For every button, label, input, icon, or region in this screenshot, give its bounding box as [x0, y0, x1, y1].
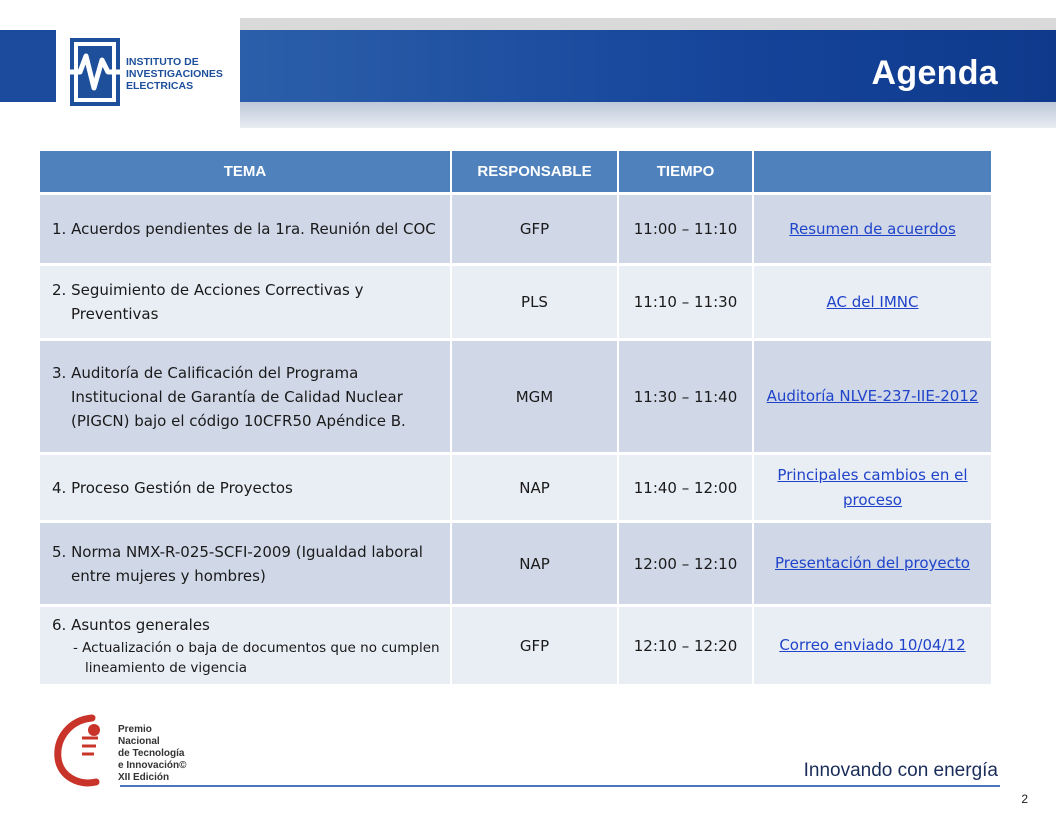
table-header-row: [40, 151, 993, 195]
tema-cell: [40, 455, 452, 523]
responsable-cell: PLS: [452, 266, 619, 341]
column-header-material: [754, 151, 993, 195]
tema-text: 1. Acuerdos pendientes de la 1ra. Reunión del COC: [52, 220, 436, 238]
tema-cell: [40, 266, 452, 341]
slide-title: Agenda: [871, 54, 998, 92]
iie-logo-icon: [70, 38, 120, 106]
tema-text: 6. Asuntos generales: [52, 616, 210, 634]
logo-line: ELECTRICAS: [126, 80, 194, 92]
material-cell: [754, 455, 993, 523]
column-header-tema: TEMA: [40, 151, 452, 195]
award-line: de Tecnología: [118, 748, 185, 759]
responsable-cell: NAP: [452, 523, 619, 607]
material-cell: [754, 607, 993, 687]
agenda-table: [40, 151, 993, 687]
responsable-cell: NAP: [452, 455, 619, 523]
material-cell: [754, 195, 993, 266]
header-band-shadow: [240, 102, 1056, 128]
material-link[interactable]: Auditoría NLVE-237-IIE-2012: [766, 387, 979, 405]
table-row: [40, 523, 993, 607]
responsable-cell: MGM: [452, 341, 619, 455]
tiempo-cell: 11:10 – 11:30: [619, 266, 754, 341]
award-line: Nacional: [118, 736, 160, 747]
award-line: e Innovación©: [118, 760, 187, 771]
material-link[interactable]: AC del IMNC: [826, 292, 919, 311]
tema-text: 3. Auditoría de Calificación del Programa Institucional de Garantía de Calidad Nuclear (PIGCN) bajo el código 10CFR50 Apéndice B.: [52, 363, 406, 430]
tiempo-cell: 12:10 – 12:20: [619, 607, 754, 687]
table-row: [40, 266, 993, 341]
tema-text: 2. Seguimiento de Acciones Correctivas y Preventivas: [52, 281, 364, 323]
tiempo-cell: 11:40 – 12:00: [619, 455, 754, 523]
tema-text: 5. Norma NMX-R-025-SCFI-2009 (Igualdad laboral entre mujeres y hombres): [52, 542, 423, 585]
table-row: [40, 341, 993, 455]
table-row: [40, 607, 993, 687]
material-cell: [754, 266, 993, 341]
responsable-cell: GFP: [452, 607, 619, 687]
header-band-left: [0, 30, 56, 102]
tema-cell: [40, 195, 452, 266]
footer-divider: [120, 785, 1000, 787]
award-text: [118, 724, 187, 784]
award-line: Premio: [118, 724, 152, 735]
tema-cell: [40, 523, 452, 607]
logo-text: [126, 56, 223, 92]
tagline: Innovando con energía: [803, 760, 998, 781]
material-link[interactable]: Presentación del proyecto: [775, 554, 970, 572]
logo-line: INVESTIGACIONES: [126, 68, 223, 80]
award-emblem-icon: [52, 712, 114, 788]
material-link[interactable]: Correo enviado 10/04/12: [779, 636, 966, 654]
material-cell: [754, 523, 993, 607]
tema-cell: [40, 607, 452, 687]
tema-text: 4. Proceso Gestión de Proyectos: [52, 478, 293, 497]
award-logo: [52, 712, 212, 792]
tiempo-cell: 11:00 – 11:10: [619, 195, 754, 266]
tiempo-cell: 11:30 – 11:40: [619, 341, 754, 455]
logo-line: INSTITUTO DE: [126, 56, 199, 68]
material-link[interactable]: Principales cambios en el proceso: [777, 465, 968, 509]
tema-subitem: - Actualización o baja de documentos que no cumplen lineamiento de vigencia: [73, 640, 440, 676]
institute-logo: [56, 18, 240, 130]
table-row: [40, 195, 993, 266]
column-header-responsable: RESPONSABLE: [452, 151, 619, 195]
page-number: 2: [1021, 792, 1028, 806]
responsable-cell: GFP: [452, 195, 619, 266]
tiempo-cell: 12:00 – 12:10: [619, 523, 754, 607]
table-row: [40, 455, 993, 523]
column-header-tiempo: TIEMPO: [619, 151, 754, 195]
award-line: XII Edición: [118, 772, 170, 783]
material-link[interactable]: Resumen de acuerdos: [789, 219, 956, 238]
header-band-top: [240, 18, 1056, 30]
material-cell: [754, 341, 993, 455]
tema-cell: [40, 341, 452, 455]
